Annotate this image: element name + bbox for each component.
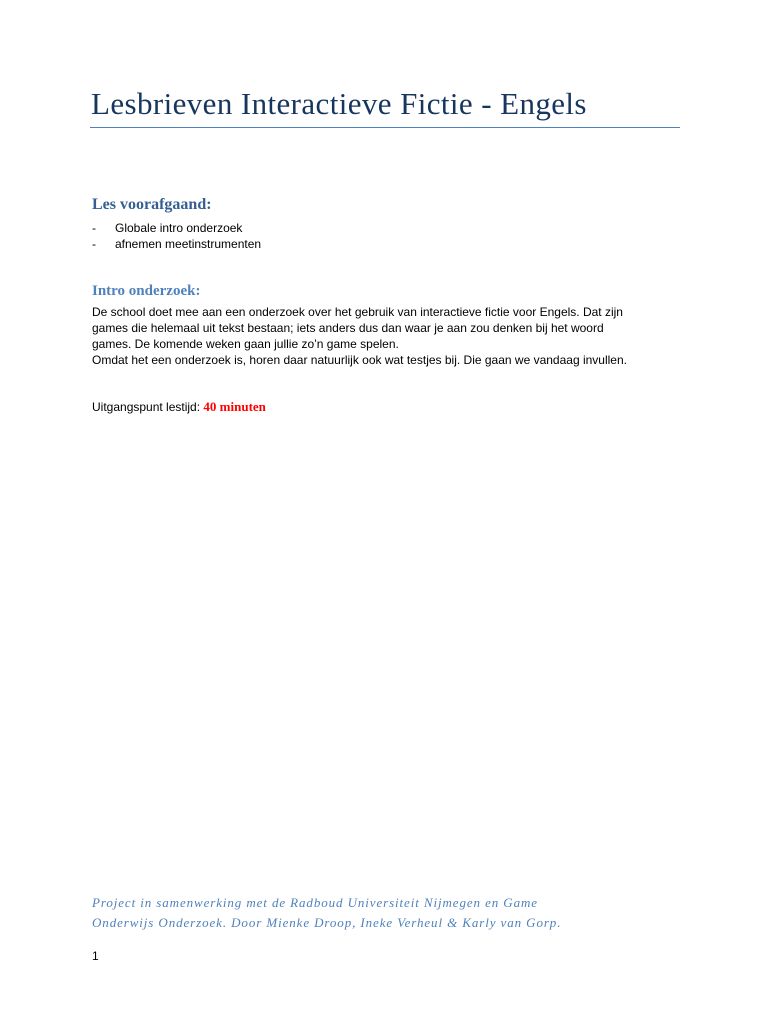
heading-les-voorafgaand: Les voorafgaand: — [92, 196, 212, 213]
list-item-text: Globale intro onderzoek — [115, 221, 243, 235]
list-item-text: afnemen meetinstrumenten — [115, 237, 262, 251]
heading-intro-onderzoek: Intro onderzoek: — [92, 283, 201, 299]
page-number: 1 — [92, 949, 99, 963]
list-item — [92, 220, 261, 236]
intro-line: games die helemaal uit tekst bestaan; iets anders dus dan waar je aan zou denken bij het woord — [92, 321, 604, 335]
lesson-time — [92, 399, 266, 415]
lesson-time-label: Uitgangspunt lestijd: — [92, 400, 201, 414]
bullet-dash: - — [92, 221, 96, 235]
bullet-dash: - — [92, 237, 96, 251]
list-item — [92, 236, 261, 252]
intro-paragraph — [92, 304, 692, 368]
prior-list — [92, 220, 261, 252]
footer-line: Onderwijs Onderzoek. Door Mienke Droop, Ineke Verheul & Karly van Gorp. — [92, 915, 562, 930]
intro-line: games. De komende weken gaan jullie zo’n game spelen. — [92, 337, 399, 351]
project-footer — [92, 893, 692, 933]
title-underline — [90, 127, 680, 128]
lesson-time-value: 40 minuten — [203, 399, 266, 414]
intro-line: De school doet mee aan een onderzoek over het gebruik van interactieve fictie voor Engels. Dat zijn — [92, 305, 623, 319]
footer-line: Project in samenwerking met de Radboud Universiteit Nijmegen en Game — [92, 895, 538, 910]
intro-line: Omdat het een onderzoek is, horen daar natuurlijk ook wat testjes bij. Die gaan we vandaag invullen. — [92, 353, 627, 367]
document-title: Lesbrieven Interactieve Fictie - Engels — [91, 86, 587, 121]
